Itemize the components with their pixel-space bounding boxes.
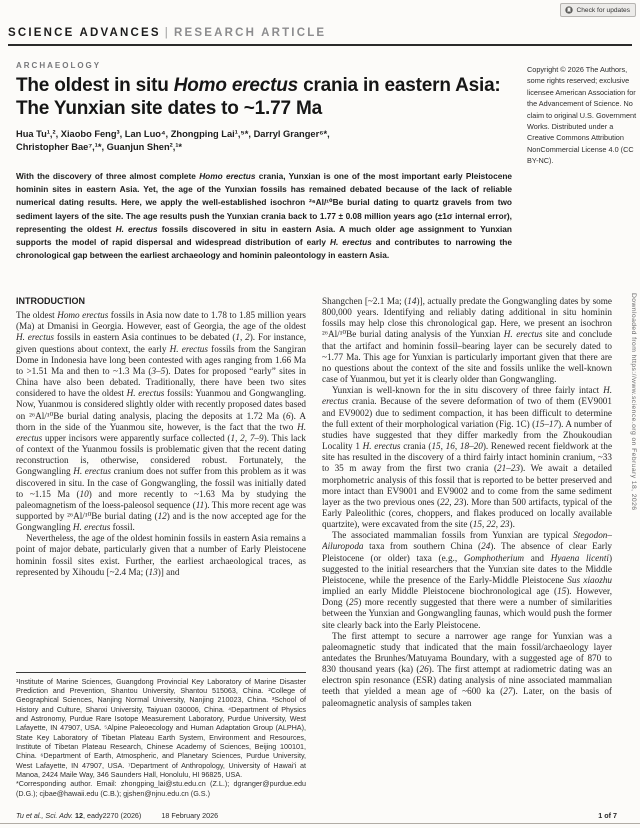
left-column — [16, 296, 306, 808]
affiliations-footnote — [16, 672, 306, 798]
page-footer — [16, 811, 617, 820]
introduction-paragraph: Nevertheless, the age of the oldest hominin fossils in eastern Asia remains a point of major debate, particularly given that a number of Early Pleistocene hominin fossil sites exist. Further, the earliest archaeological traces, as represented by Xihoudu [~2.4 Ma; (13)] and — [16, 533, 306, 577]
citation — [16, 811, 141, 820]
author-list-line2: Christopher Bae⁷,¹*, Guanjun Shen²,¹* — [16, 142, 183, 152]
copyright-notice: Copyright © 2026 The Authors, some rights reserved; exclusive licensee American Association for the Advancement of Science. No claim to original U.S. Government Works. Distributed under a Creative Commons Attribution NonCommercial License 4.0 (CC BY-NC). — [527, 65, 637, 166]
right-column — [322, 296, 612, 808]
corresponding-author-note: *Corresponding author. Email: zhongping_lai@stu.edu.cn (Z.L.); dgranger@purdue.edu (D.G.); cjbae@hawaii.edu (C.B.); gjshen@njnu.edu.cn (G.S.) — [16, 779, 306, 798]
section-label: ARCHAEOLOGY — [16, 61, 102, 70]
footnote-rule — [16, 672, 306, 673]
introduction-section — [16, 296, 306, 654]
check-for-updates-button[interactable] — [560, 3, 636, 17]
publication-date: 18 February 2026 — [161, 811, 219, 820]
citation-authors-journal: Tu et al., Sci. Adv. — [16, 811, 75, 820]
download-watermark: Downloaded from https://www.science.org on February 18, 2026 — [630, 293, 637, 511]
body-columns — [16, 296, 612, 808]
affiliations-text: ¹Institute of Marine Sciences, Guangdong Provincial Key Laboratory of Marine Disaster Prediction and Prevention, Shantou University, Shantou 515063, China. ²College of Geographical Sciences, Nanjing Normal University, Nanjing 210023, China. ³School of History and Culture, Shanxi University, Taiyuan 030006, China. ⁴Department of Physics and Astronomy, Purdue Rare Isotope Measurement Laboratory, Purdue University, West Lafayette, IN 47907, USA. ⁵Alpine Paleoecology and Human Adaptation Group (ALPHA), State Key Laboratory of Tibetan Plateau Earth System, Environment and Resources, Institute of Tibetan Plateau Research, Chinese Academy of Sciences, Beijing 100101, China. ⁶Department of Earth, Atmospheric, and Planetary Sciences, Purdue University, West Lafayette, IN 47907, USA. ⁷Department of Anthropology, University of Hawai'i at Manoa, 2424 Maile Way, 346 Saunders Hall, Honolulu, HI 96825, USA. — [16, 676, 306, 779]
body-paragraph: The first attempt to secure a narrower age range for Yunxian was a paleomagnetic study that indicated that the main fossil/archaeology layer antedates the Brunhes/Matuyama Boundary, with a suggested age of 870 to 830 thousand years (ka) (26). The first attempt at radiometric dating was an electron spin resonance (ESR) dating analysis of nine associated mammalian teeth that yielded a mean age of ~600 ka (27). Later, on the basis of paleomagnetic analysis of samples taken — [322, 630, 612, 708]
body-paragraph: Shangchen [~2.1 Ma; (14)], actually predate the Gongwangling dates by some 800,000 years. Identifying and reliably dating additional in situ hominin fossils may help close this chronological gap. Here, we present an isochron ²⁶Al/¹⁰Be burial dating analysis of the Yunxian H. erectus site and conclude that the artifact and hominin fossil–bearing layer can be securely dated to ~1.77 Ma. This age for Yunxian is particularly important given that there are no questions about the context of the site and fossils unlike the well-known case of Yuanmou, but yet it is clearly older than Gongwangling. — [322, 296, 612, 385]
page-edge-line — [0, 823, 640, 824]
introduction-paragraph: The oldest Homo erectus fossils in Asia now date to 1.78 to 1.85 million years (Ma) at Dmanisi in Georgia. However, east of Georgia, the age of the oldest H. erectus fossils in eastern Asia continues to be debated (1, 2). For instance, given questions about context, the early H. erectus fossils from the Sangiran Dome in Indonesia have long been contested with ages ranging from 1.66 Ma to >1.51 Ma and then to ~1.3 Ma (3–5). Dates for proposed “early” sites in China have also been debated. Traditionally, there have been two sites considered to have the oldest H. erectus fossils: Yuanmou and Gongwangling. Now, Yuanmou is considered slightly older with recently proposed dates based on ²⁶Al/¹⁰Be burial dating analysis, placing the deposits at 1.72 Ma (6). A thorn in the side of the Yuanmou site, however, is the fact that the two H. erectus upper incisors were apparently surface collected (1, 2, 7–9). This lack of context of the Yuanmou fossils is problematic given that the recent dating reconstruction is, otherwise, considered robust. Fortunately, the Gongwangling H. erectus cranium does not suffer from this problem as it was discovered in situ. In the case of Gongwangling, the fossil was initially dated to ~1.15 Ma (10) and more recently to ~1.63 Ma by studying the paleomagnetism of the loess-paleosol sequence (11). This more recent age was supported by ²⁶Al/¹⁰Be burial dating (12) and is the now accepted age for the Gongwangling H. erectus fossil. — [16, 310, 306, 533]
article-title-line1: The oldest in situ Homo erectus crania in eastern Asia: — [16, 75, 501, 96]
article-title — [16, 74, 521, 120]
body-paragraph: The associated mammalian fossils from Yunxian are typical Stegodon–Ailuropoda taxa from southern China (24). The absence of clear Early Pleistocene (or older) taxa (e.g., Gomphotherium and Hyaena licenti) suggested to the initial researchers that the Yunxian site dates to the Middle Pleistocene, while the presence of the Early-Middle Pleistocene Sus xiaozhu implied an early Middle Pleistocene biochronological age (15). However, Dong (25) more recently suggested that there were a number of similarities between the Yunxian and Gongwangling faunas, which would push the former site clearly back into the Early Pleistocene. — [322, 530, 612, 630]
article-type-label: RESEARCH ARTICLE — [173, 27, 327, 39]
introduction-heading: INTRODUCTION — [16, 296, 85, 306]
masthead-divider: | — [164, 27, 170, 39]
crossmark-ribbon-icon — [565, 6, 573, 14]
check-for-updates-label: Check for updates — [576, 6, 630, 14]
masthead-rule — [8, 44, 632, 46]
citation-volume: 12 — [74, 811, 83, 820]
body-paragraph: Yunxian is well-known for the in situ discovery of three fairly intact H. erectus crania. Because of the severe deformation of two of them (EV9001 and EV9002) due to sediment compaction, it has been difficult to determine the full extent of their morphological variation (Fig. 1C) (15–17). A number of studies have suggested that they differ markedly from the Zhoukoudian Locality 1 H. erectus crania (15, 16, 18–20). Renewed recent fieldwork at the site has resulted in the discovery of a third fairly intact hominin cranium, ~33 to 35 m away from the first two crania (21–23). We await a detailed morphometric analysis of this fossil that is reported to be better preserved and more intact than EV9001 and EV9002 and to come from the same sediment layer as the two previous ones (22, 23). More than 500 artifacts, typical of the Early Paleolithic (cores, choppers, and flakes produced on locally available quartzite), were excavated from the site (15, 22, 23). — [322, 385, 612, 530]
abstract: With the discovery of three almost complete Homo erectus crania, Yunxian is one of the most important early Pleistocene hominin sites in eastern Asia. Yet, the age of the Yunxian fossils has remained debated because of the lack of reliable numerical dating results. Here, we apply the well-established isochron ²⁶Al/¹⁰Be burial dating to quartz gravels from two sediment layers of the site. The age results push the Yunxian crania back to 1.77 ± 0.08 million years ago (±1σ internal error), representing the oldest H. erectus fossils discovered in situ in eastern Asia. A much older age assignment to Yunxian supports the model of rapid dispersal and widespread distribution of early H. erectus and contributes to narrowing the chronological gap between the earliest archaeology and hominin paleontology in eastern Asia. — [16, 171, 512, 261]
author-list — [16, 128, 521, 154]
page-number: 1 of 7 — [598, 811, 617, 820]
author-list-line1: Hua Tu¹,², Xiaobo Feng³, Lan Luo⁴, Zhongping Lai¹,⁵*, Darryl Granger⁶*, — [16, 129, 330, 139]
citation-rest: , eady2270 (2026) — [82, 811, 142, 820]
journal-masthead — [8, 27, 326, 39]
article-title-line2: The Yunxian site dates to ~1.77 Ma — [16, 98, 322, 119]
journal-brand: SCIENCE ADVANCES — [8, 27, 161, 39]
